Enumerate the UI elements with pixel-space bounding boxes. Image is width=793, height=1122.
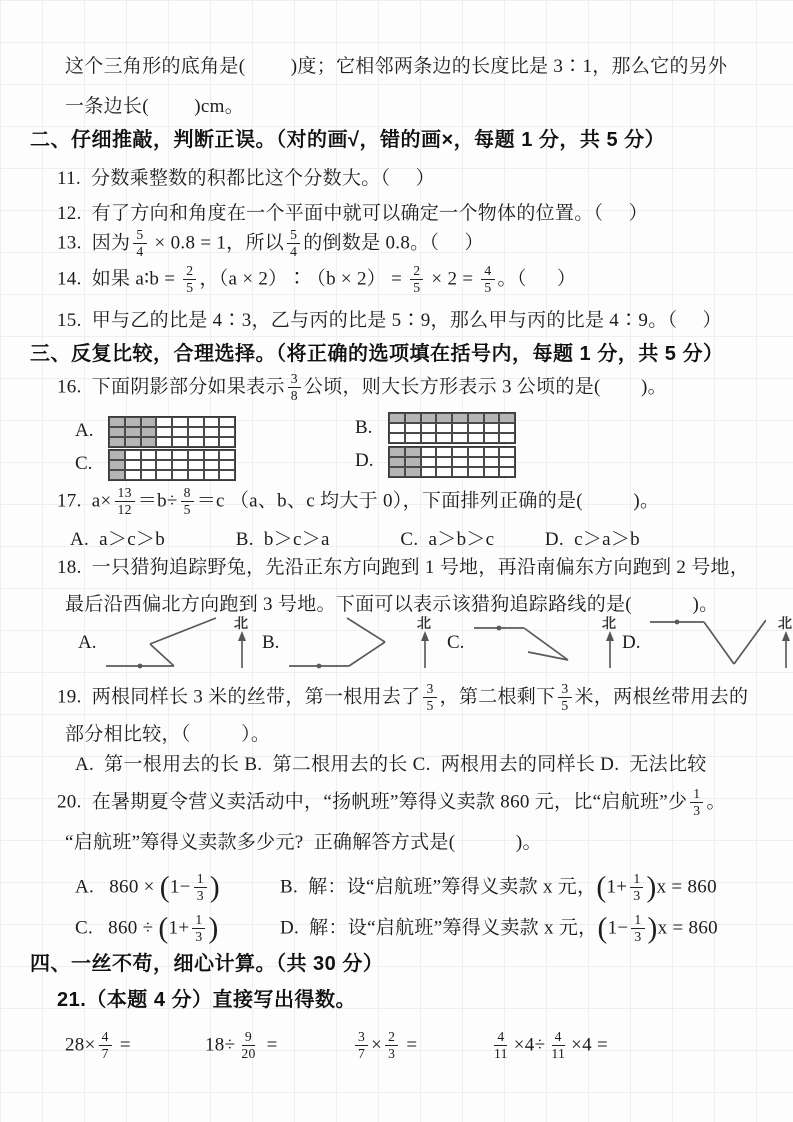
question-12: 12. 有了方向和角度在一个平面中就可以确定一个物体的位置。（ ） xyxy=(57,203,648,224)
question-20-line-2: “启航班”筹得义卖款多少元? 正确解答方式是( )。 xyxy=(65,832,542,853)
calc-expression-1: 28× $\frac{4}{7}$ = xyxy=(65,1029,131,1061)
question-18-line-2: 最后沿西偏北方向跑到 3 号地。下面可以表示该猎狗追踪路线的是( )。 xyxy=(65,594,719,615)
question-17-options: A. a＞c＞b B. b＞c＞a C. a＞b＞c D. c＞a＞b xyxy=(70,529,640,550)
q16-option-b-label: B. xyxy=(355,417,373,438)
calc-expression-4: $\frac{4}{11}$ ×4÷ $\frac{4}{11}$ ×4 = xyxy=(494,1029,608,1061)
route-diagram-b xyxy=(287,616,405,672)
q20-option-c: C. 860 ÷ (1+ $\frac{1}{3}$ ) xyxy=(75,912,219,945)
q18-option-a xyxy=(78,614,254,672)
route-diagram-d xyxy=(648,616,766,672)
q16-option-b-grid xyxy=(388,412,516,444)
north-indicator-icon xyxy=(413,614,437,672)
svg-text:北: 北 xyxy=(417,615,432,631)
q18-option-a-label: A. xyxy=(78,632,97,653)
question-17-stem: 17. a× $\frac{13}{12}$ ＝b÷ $\frac{8}{5}$ ＝c （a、b、c 均大于 0），下面排列正确的是( )。 xyxy=(57,485,660,517)
calc-expression-3: $\frac{3}{7}$ × $\frac{2}{3}$ = xyxy=(352,1030,417,1062)
svg-text:北: 北 xyxy=(234,615,249,631)
section-choice-heading: 三、反复比较，合理选择。（将正确的选项填在括号内，每题 1 分，共 5 分） xyxy=(30,343,724,365)
question-19-line-1: 19. 两根同样长 3 米的丝带，第一根用去了 $\frac{3}{5}$ ，第二根剩下 $\frac{3}{5}$ 米，两根丝带用去的 xyxy=(57,681,749,713)
question-21-heading: 21.（本题 4 分）直接写出得数。 xyxy=(57,989,357,1011)
question-19-line-2: 部分相比较，（ ）。 xyxy=(65,724,271,745)
route-diagram-c xyxy=(472,616,590,672)
q16-option-a-grid xyxy=(108,416,236,448)
q18-option-c xyxy=(447,614,622,672)
calc-expression-2: 18÷ $\frac{9}{20}$ = xyxy=(205,1029,278,1061)
north-indicator-icon xyxy=(598,614,622,672)
q18-option-d-label: D. xyxy=(622,632,641,653)
q16-option-c-label: C. xyxy=(75,453,93,474)
q18-option-d xyxy=(622,614,793,672)
intro-line-2: 一条边长( )cm。 xyxy=(65,96,245,117)
q16-option-d-grid xyxy=(388,446,516,478)
question-13: 13. 因为 $\frac{5}{4}$ × 0.8 = 1，所以 $\frac{5}{4}$ 的倒数是 0.8。（ ） xyxy=(57,227,484,259)
question-14: 14. 如果 a∶b = $\frac{2}{5}$ ，（a × 2）∶（b × 2） = $\frac{2}{5}$ × 2 = $\frac{4}{5}$ 。（ ） xyxy=(57,263,577,295)
q16-option-c-grid xyxy=(108,449,236,481)
question-16-stem: 16. 下面阴影部分如果表示 $\frac{3}{8}$ 公顷，则大长方形表示 3 公顷的是( )。 xyxy=(57,371,667,403)
q16-option-d-label: D. xyxy=(355,450,374,471)
q18-option-c-label: C. xyxy=(447,632,465,653)
q20-option-d: D. 解：设“启航班”筹得义卖款 x 元，(1− $\frac{1}{3}$ )x = 860 xyxy=(280,912,718,945)
question-11: 11. 分数乘整数的积都比这个分数大。（ ） xyxy=(57,168,435,189)
question-15: 15. 甲与乙的比是 4∶3，乙与丙的比是 5∶9，那么甲与丙的比是 4∶9。（ ） xyxy=(57,310,722,331)
north-indicator-icon xyxy=(774,614,793,672)
intro-line-1: 这个三角形的底角是( )度；它相邻两条边的长度比是 3∶1，那么它的另外 xyxy=(65,56,728,77)
section-calc-heading: 四、一丝不苟，细心计算。（共 30 分） xyxy=(30,953,384,975)
q20-option-b: B. 解：设“启航班”筹得义卖款 x 元，(1+ $\frac{1}{3}$ )x = 860 xyxy=(280,871,717,904)
q18-option-b xyxy=(262,614,437,672)
question-19-options: A. 第一根用去的长 B. 第二根用去的长 C. 两根用去的同样长 D. 无法比较 xyxy=(75,754,707,775)
question-18-line-1: 18. 一只猎狗追踪野兔，先沿正东方向跑到 1 号地，再沿南偏东方向跑到 2 号地， xyxy=(57,557,750,578)
q16-option-a-label: A. xyxy=(75,420,94,441)
q18-option-b-label: B. xyxy=(262,632,280,653)
question-20-line-1: 20. 在暑期夏令营义卖活动中，“扬帆班”筹得义卖款 860 元，比“启航班”少 $\frac{1}{3}$ 。 xyxy=(57,786,726,818)
route-diagram-a xyxy=(104,616,222,672)
north-indicator-icon xyxy=(230,614,254,672)
q20-option-a: A. 860 × (1− $\frac{1}{3}$ ) xyxy=(75,871,220,904)
svg-text:北: 北 xyxy=(778,615,793,631)
svg-text:北: 北 xyxy=(602,615,617,631)
section-judge-heading: 二、仔细推敲，判断正误。（对的画√，错的画×，每题 1 分，共 5 分） xyxy=(30,129,666,151)
